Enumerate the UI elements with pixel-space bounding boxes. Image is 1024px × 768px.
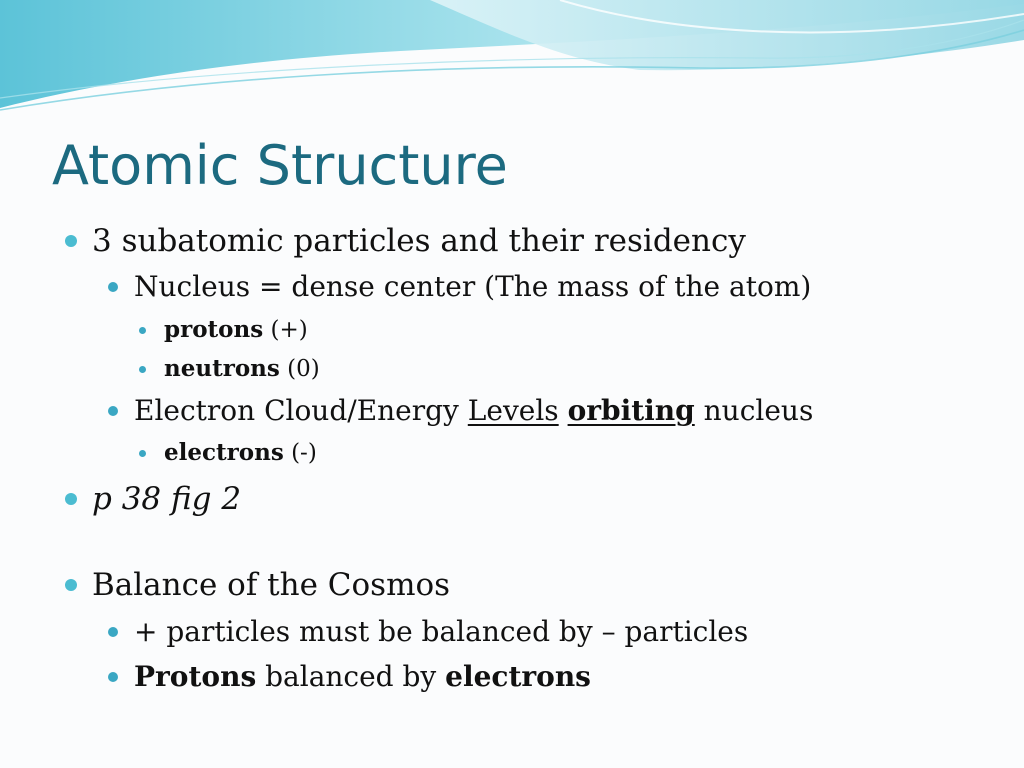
bullet-particles-balanced: + particles must be balanced by – particles [134,615,749,648]
neutrons-charge: (0) [279,356,320,382]
bullet-dot [65,235,77,247]
electrons-bold: electrons [445,660,591,693]
bullet-neutrons [164,354,320,384]
orbiting-bold-underlined: orbiting [567,394,695,427]
bullet-dot [65,579,77,591]
bullet-dot [139,450,146,457]
electrons-label: electrons [164,439,284,466]
protons-bold: Protons [134,660,257,693]
bullet-dot [108,672,118,682]
levels-underlined: Levels [467,394,559,427]
bullet-nucleus: Nucleus = dense center (The mass of the atom) [134,270,812,303]
bullet-dot [139,366,146,373]
bullet-protons [164,315,308,345]
balanced-by-text: balanced by [256,660,446,693]
bullet-subatomic-particles: 3 subatomic particles and their residency [92,223,746,259]
electrons-charge: (-) [283,440,317,466]
bullet-electron-cloud [134,394,813,428]
bullet-protons-electrons [134,660,591,694]
protons-charge: (+) [263,317,308,343]
bullet-dot [65,493,77,505]
electron-cloud-text: Electron Cloud/Energy [134,394,468,427]
protons-label: protons [164,316,264,343]
nucleus-text: nucleus [694,394,814,427]
neutrons-label: neutrons [164,355,280,382]
bullet-figure-reference [92,480,241,518]
bullet-electrons [164,438,317,468]
bullet-dot [108,406,118,416]
bullet-dot [108,627,118,637]
slide-title: Atomic Structure [52,134,508,197]
space [559,394,568,427]
bullet-dot [108,282,118,292]
header-wave-decoration [0,0,1024,120]
bullet-dot [139,327,146,334]
bullet-balance-cosmos: Balance of the Cosmos [92,567,451,603]
figure-reference-text: p 38 fig 2 [92,481,242,517]
